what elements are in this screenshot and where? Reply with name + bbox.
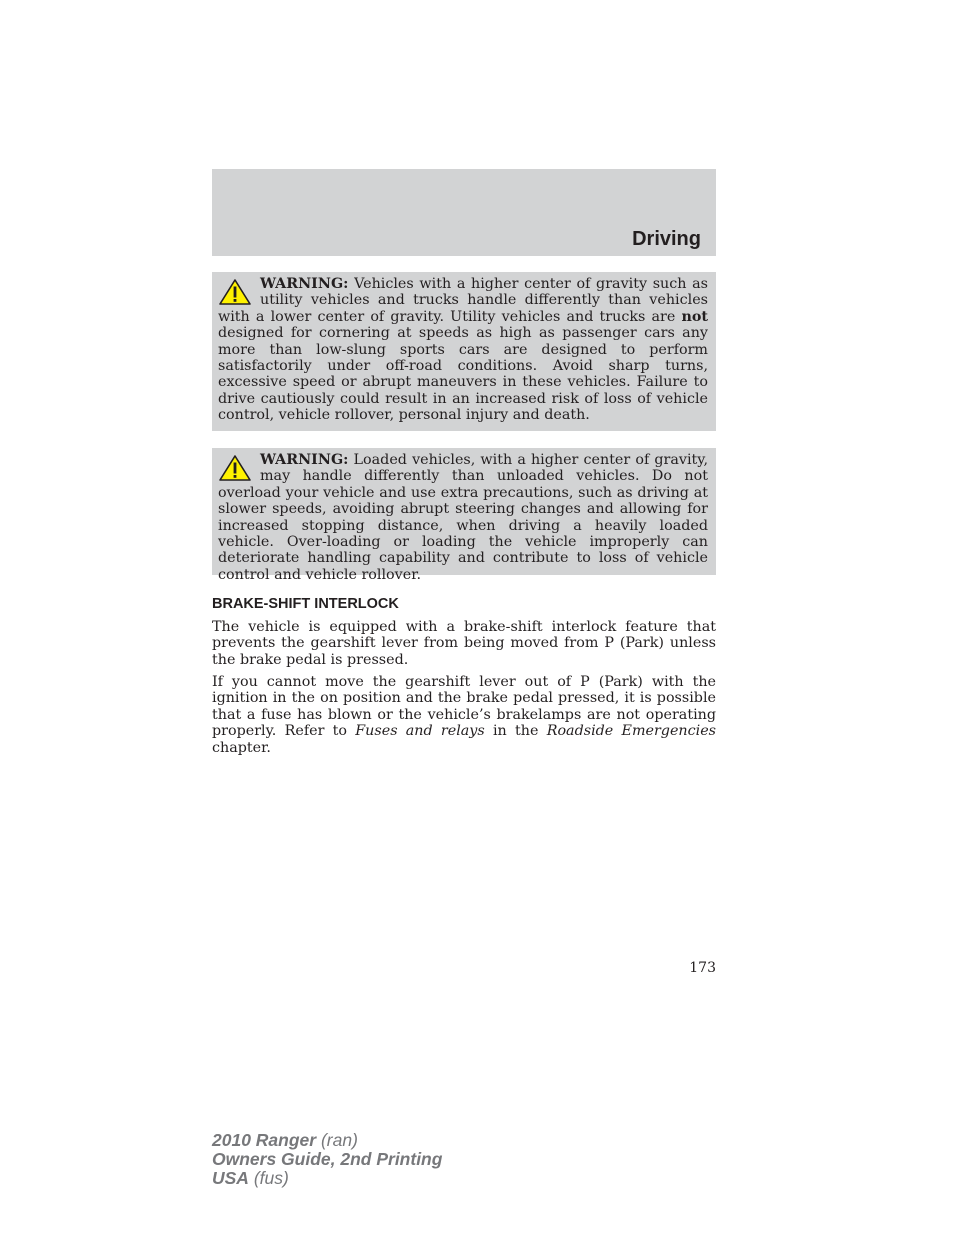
paragraph-2-text-b: in the (484, 723, 547, 740)
page-number: 173 (689, 960, 716, 976)
section-title: Driving (632, 228, 701, 250)
paragraph-2-text-c: chapter. (212, 739, 271, 756)
warning-triangle-icon (218, 278, 254, 308)
paragraph-1: The vehicle is equipped with a brake-shift interlock feature that prevents the gearshift lever from being moved from P (Park) unless the brake pedal is pressed. (212, 619, 716, 668)
cross-reference-fuses: Fuses and relays (355, 723, 485, 740)
footer-line-2 (212, 1150, 442, 1169)
cross-reference-roadside: Roadside Emergencies (546, 723, 716, 740)
warning-1-text-a: Vehicles with a higher center of gravity such as utility vehicles and trucks handle differently than vehicles with a lower center of gravity. Utility vehicles and trucks are (218, 276, 708, 325)
footer-edition-info (212, 1131, 442, 1188)
warning-2-label: WARNING: (260, 452, 349, 468)
warning-triangle-icon (218, 454, 254, 484)
warning-box-2 (212, 448, 716, 583)
warning-1-emphasis: not (681, 308, 708, 325)
warning-box-1 (212, 272, 716, 431)
footer-line-1 (212, 1131, 442, 1150)
paragraph-2 (212, 674, 716, 756)
footer-market-code: (fus) (248, 1168, 289, 1188)
footer-line-3 (212, 1169, 442, 1188)
warning-2-body: Loaded vehicles, with a higher center of gravity, may handle differently than unloaded vehicles. Do not overload your vehicle and use extra precautions, such as driving at slower speeds, avoiding abrupt steering changes and allowing for increased stopping distance, when driving a heavily loaded vehicle. Over-loading or loading the vehicle improperly can deteriorate handling capability and contribute to loss of vehicle control and vehicle rollover. (218, 452, 708, 583)
footer-guide-edition: Owners Guide, 2nd Printing (212, 1149, 443, 1169)
warning-2-text (218, 452, 708, 583)
footer-model: 2010 Ranger (212, 1130, 317, 1150)
footer-model-code: (ran) (316, 1130, 358, 1150)
paragraph-2-text-a: If you cannot move the gearshift lever out of P (Park) with the ignition in the on position and the brake pedal pressed, it is possible that a fuse has blown or the vehicle’s brakelamps are not operating properly. Refer to (212, 674, 716, 740)
warning-1-text (218, 276, 708, 424)
section-header-bar (212, 169, 716, 256)
warning-1-label: WARNING: (260, 276, 349, 292)
section-heading: BRAKE-SHIFT INTERLOCK (212, 596, 399, 612)
footer-market: USA (212, 1168, 249, 1188)
warning-1-text-b: designed for cornering at speeds as high as passenger cars any more than low-slung sports cars are designed to perform satisfactorily under off-road conditions. Avoid sharp turns, excessive speed or abrupt maneuvers in these vehicles. Failure to drive cautiously could result in an increased risk of loss of vehicle control, vehicle rollover, personal injury and death. (218, 325, 708, 424)
